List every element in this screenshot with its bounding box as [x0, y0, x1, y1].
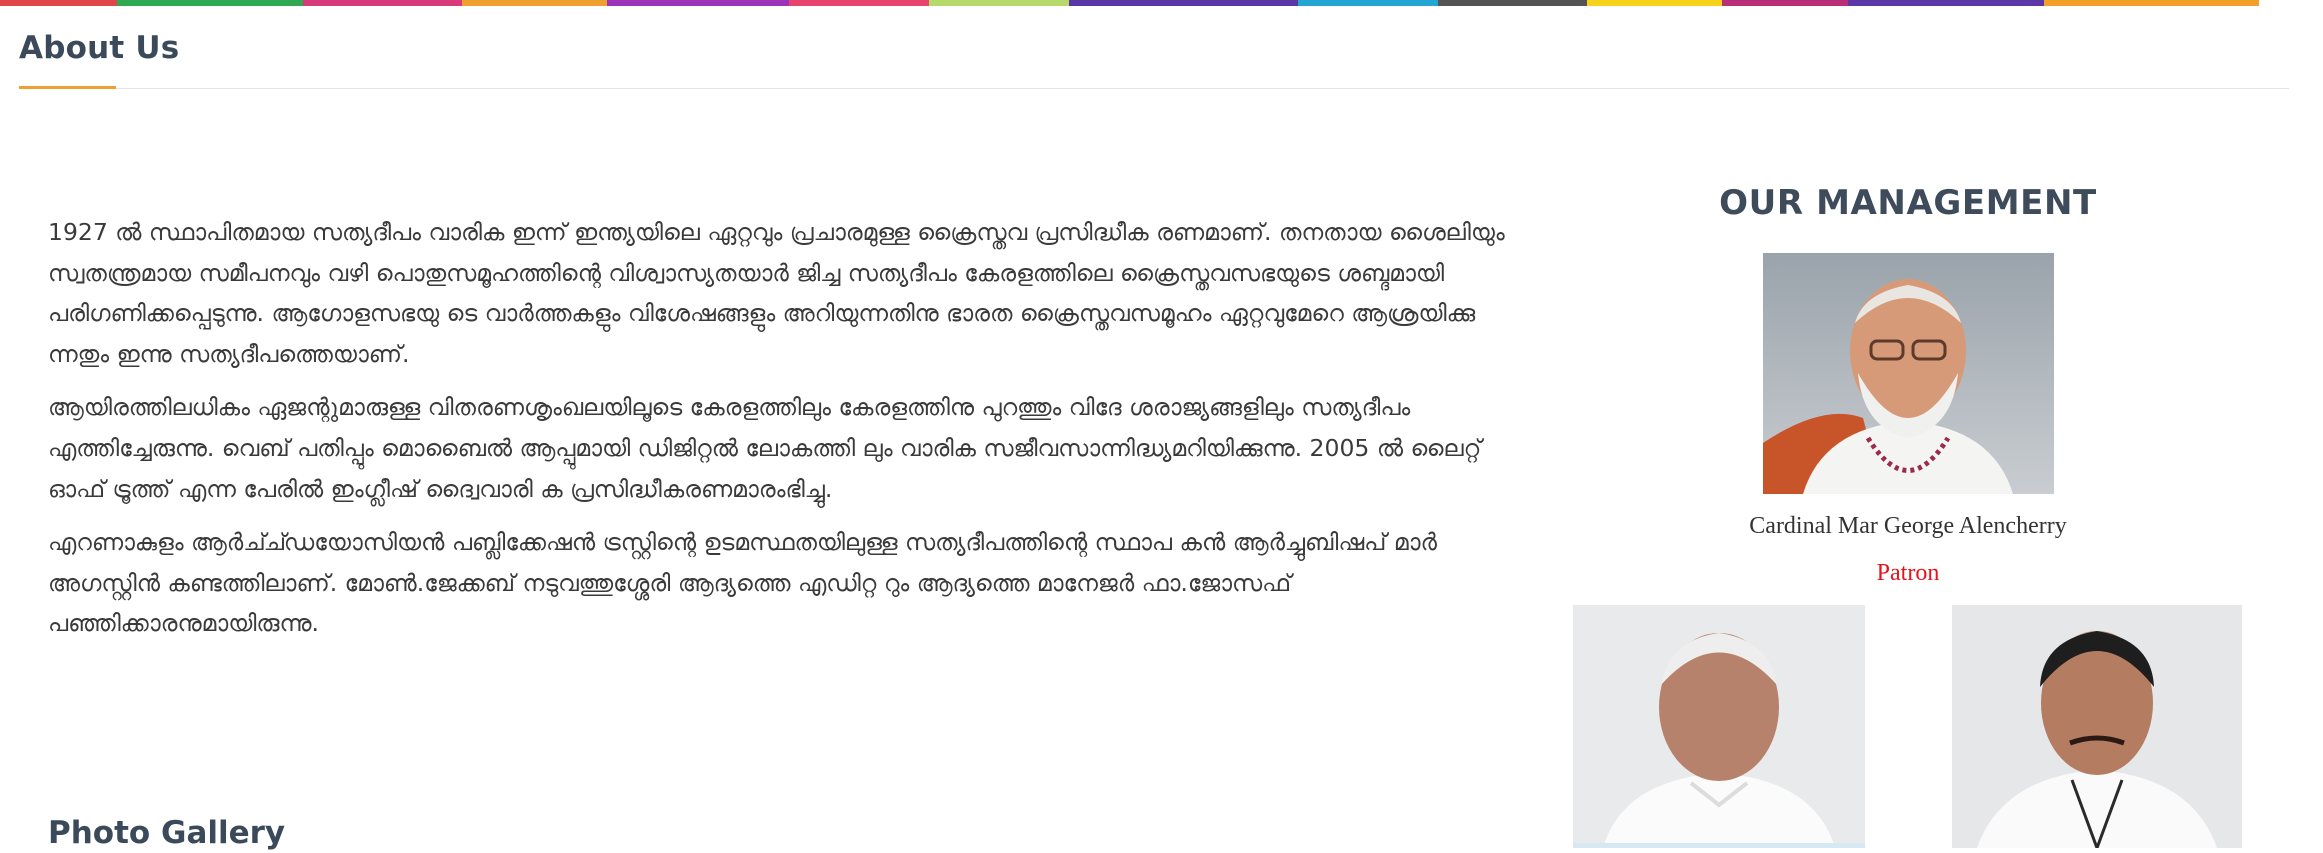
about-paragraph-3: എറണാകുളം ആർച്ച്ഡയോസിയൻ പബ്ലിക്കേഷൻ ട്രസ്റ്റിന്റെ ഉടമസ്ഥതയിലുള്ള സത്യദീപത്തിന്റെ സ്ഥാപ കൻ ആർച്ചുബിഷപ് മാർ അഗസ്റ്റിൻ കണ്ടത്തിലാണ്. മോൺ.ജേക്കബ് നടുവത്തുശ്ശേരി ആദ്യത്തെ എഡിറ്റ റും ആദ്യത്തെ മാനേജർ ഫാ.ജോസഫ് പഞ്ഞിക്കാരനുമായിരുന്നു. [48, 528, 1437, 638]
management-heading: OUR MANAGEMENT [1719, 183, 2097, 223]
color-strip-segment [2044, 0, 2259, 6]
color-strip-segment [303, 0, 462, 6]
color-strip-segment [789, 0, 929, 6]
person-portrait-image [1952, 605, 2242, 848]
about-content [48, 212, 1512, 657]
photo-gallery-heading: Photo Gallery [48, 815, 286, 851]
patron-role: Patron [1876, 560, 1940, 586]
photo-caption-bar [1573, 843, 1865, 848]
page-title: About Us [19, 30, 180, 66]
color-strip-segment [117, 0, 304, 6]
color-strip-segment [462, 0, 607, 6]
patron-name: Cardinal Mar George Alencherry [1749, 513, 2067, 539]
color-strip-segment [1069, 0, 1298, 6]
about-paragraph-1: 1927 ൽ സ്ഥാപിതമായ സത്യദീപം വാരിക ഇന്ന് ഇന്ത്യയിലെ ഏറ്റവും പ്രചാരമുള്ള ക്രൈസ്തവ പ്രസിദ്ധീക രണമാണ്. തനതായ ശൈലിയും സ്വതന്ത്രമായ സമീപനവും വഴി പൊതുസമൂഹത്തിന്റെ വിശ്വാസ്യതയാർ ജിച്ച സത്യദീപം കേരളത്തിലെ ക്രൈസ്തവസഭയുടെ ശബ്ദമായി പരിഗണിക്കപ്പെടുന്നു. ആഗോളസഭയു ടെ വാർത്തകളും വിശേഷങ്ങളും അറിയുന്നതിനു ഭാരത ക്രൈസ്തവസമൂഹം ഏറ്റവുമേറെ ആശ്രയിക്കു ന്നതും ഇന്നു സത്യദീപത്തെയാണ്. [48, 218, 1505, 368]
management-photo-right[interactable] [1952, 605, 2242, 848]
about-paragraph-2: ആയിരത്തിലധികം ഏജന്റുമാരുള്ള വിതരണശൃംഖലയിലൂടെ കേരളത്തിലും കേരളത്തിനു പുറത്തും വിദേ ശരാജ്യങ്ങളിലും സത്യദീപം എത്തിച്ചേരുന്നു. വെബ് പതിപ്പും മൊബൈൽ ആപ്പുമായി ഡിജിറ്റൽ ലോകത്തി ലും വാരിക സജീവസാന്നിദ്ധ്യമറിയിക്കുന്നു. 2005 ൽ ലൈറ്റ് ഓഫ് ട്രൂത്ത് എന്ന പേരിൽ ഇംഗ്ലീഷ് ദ്വൈവാരി ക പ്രസിദ്ധീകരണമാരംഭിച്ചു. [48, 393, 1482, 503]
person-portrait-image [1573, 605, 1865, 848]
top-color-strip [0, 0, 2259, 6]
color-strip-segment [0, 0, 117, 6]
color-strip-segment [929, 0, 1069, 6]
header-divider [19, 88, 2289, 89]
color-strip-segment [607, 0, 789, 6]
color-strip-segment [1587, 0, 1722, 6]
color-strip-segment [1298, 0, 1438, 6]
header-accent-underline [19, 86, 116, 89]
color-strip-segment [1438, 0, 1587, 6]
management-photo-left[interactable] [1573, 605, 1865, 848]
color-strip-segment [1722, 0, 1848, 6]
color-strip-segment [1848, 0, 2044, 6]
patron-photo[interactable] [1763, 253, 2054, 494]
patron-portrait-image [1763, 253, 2054, 494]
